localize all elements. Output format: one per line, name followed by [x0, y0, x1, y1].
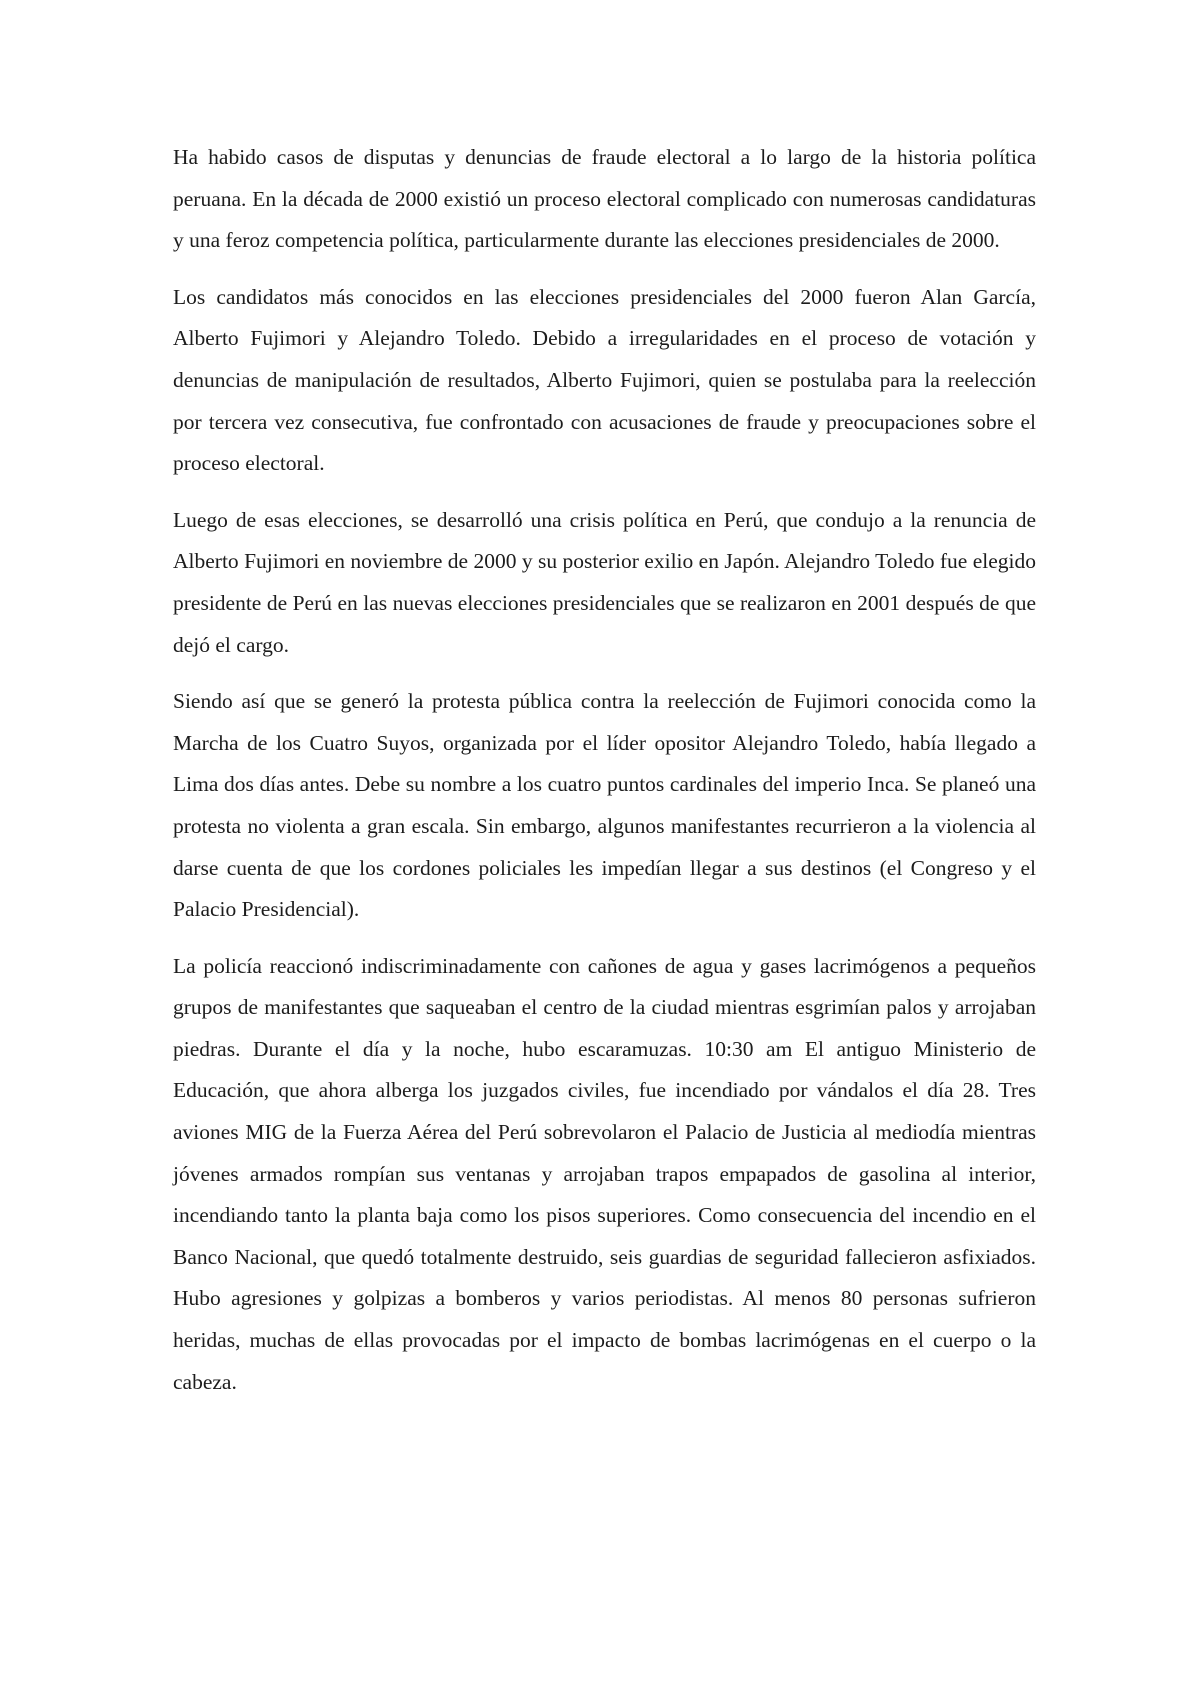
document-body — [173, 137, 1036, 1418]
paragraph-5: La policía reaccionó indiscriminadamente con cañones de agua y gases lacrimógenos a pequeños grupos de manifestantes que saqueaban el centro de la ciudad mientras esgrimían palos y arrojaban piedras. Durante el día y la noche, hubo escaramuzas. 10:30 am El antiguo Ministerio de Educación, que ahora alberga los juzgados civiles, fue incendiado por vándalos el día 28. Tres aviones MIG de la Fuerza Aérea del Perú sobrevolaron el Palacio de Justicia al mediodía mientras jóvenes armados rompían sus ventanas y arrojaban trapos empapados de gasolina al interior, incendiando tanto la planta baja como los pisos superiores. Como consecuencia del incendio en el Banco Nacional, que quedó totalmente destruido, seis guardias de seguridad fallecieron asfixiados. Hubo agresiones y golpizas a bomberos y varios periodistas. Al menos 80 personas sufrieron heridas, muchas de ellas provocadas por el impacto de bombas lacrimógenas en el cuerpo o la cabeza. — [173, 953, 1036, 1394]
paragraph-1: Ha habido casos de disputas y denuncias de fraude electoral a lo largo de la historia política peruana. En la década de 2000 existió un proceso electoral complicado con numerosas candidaturas y una feroz competencia política, particularmente durante las elecciones presidenciales de 2000. — [173, 145, 1036, 253]
paragraph-4: Siendo así que se generó la protesta pública contra la reelección de Fujimori conocida como la Marcha de los Cuatro Suyos, organizada por el líder opositor Alejandro Toledo, había llegado a Lima dos días antes. Debe su nombre a los cuatro puntos cardinales del imperio Inca. Se planeó una protesta no violenta a gran escala. Sin embargo, algunos manifestantes recurrieron a la violencia al darse cuenta de que los cordones policiales les impedían llegar a sus destinos (el Congreso y el Palacio Presidencial). — [173, 689, 1036, 922]
paragraph-2: Los candidatos más conocidos en las elecciones presidenciales del 2000 fueron Alan García, Alberto Fujimori y Alejandro Toledo. Debido a irregularidades en el proceso de votación y denuncias de manipulación de resultados, Alberto Fujimori, quien se postulaba para la reelección por tercera vez consecutiva, fue confrontado con acusaciones de fraude y preocupaciones sobre el proceso electoral. — [173, 284, 1036, 476]
paragraph-3: Luego de esas elecciones, se desarrolló una crisis política en Perú, que condujo a la renuncia de Alberto Fujimori en noviembre de 2000 y su posterior exilio en Japón. Alejandro Toledo fue elegido presidente de Perú en las nuevas elecciones presidenciales que se realizaron en 2001 después de que dejó el cargo. — [173, 507, 1036, 657]
